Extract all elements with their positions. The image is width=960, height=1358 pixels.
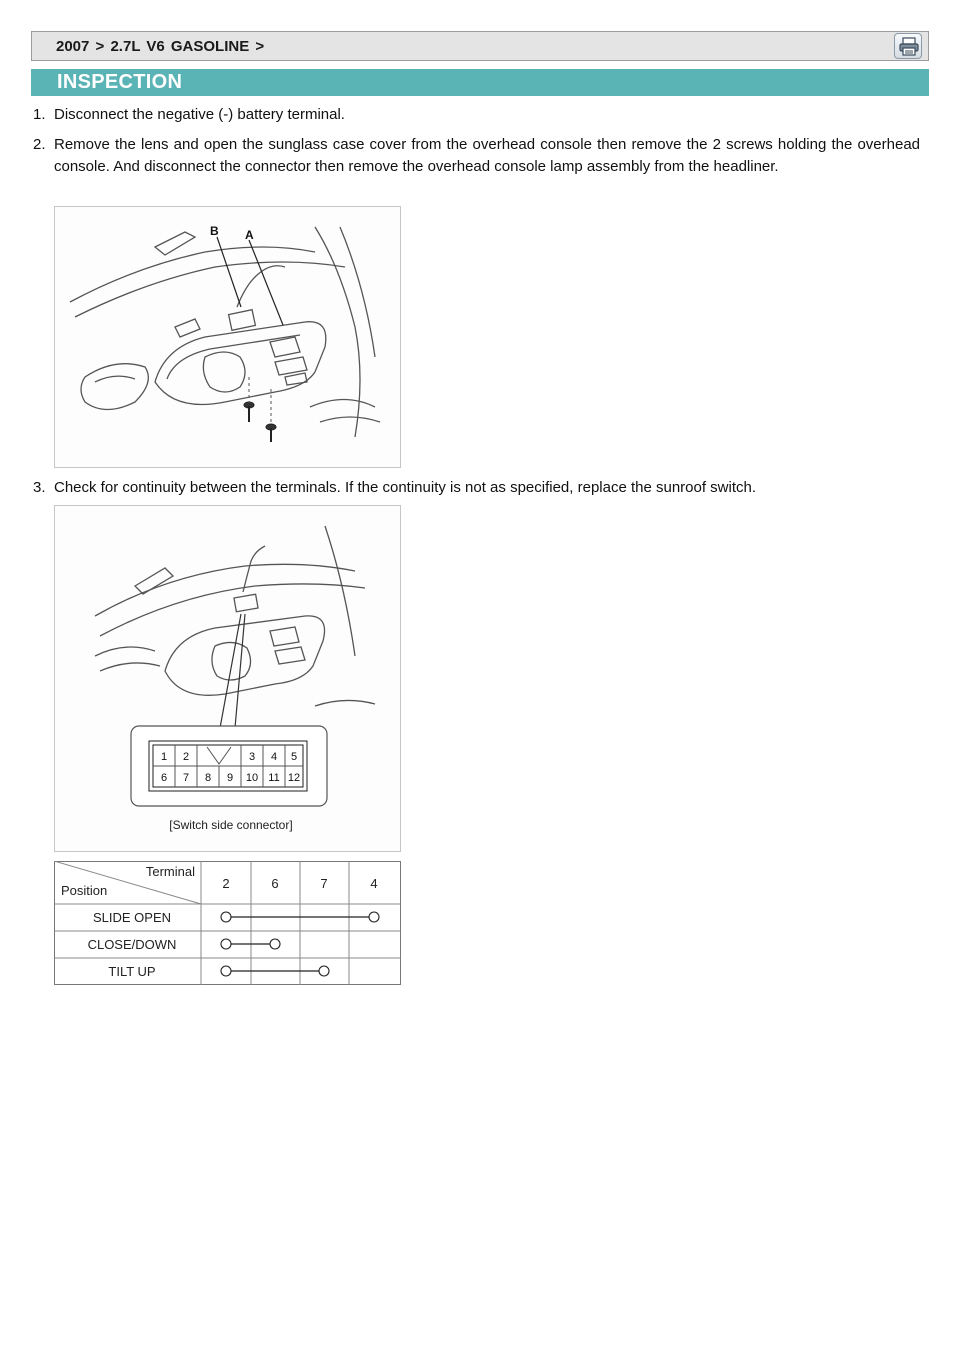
header-terminal: Terminal: [145, 864, 195, 879]
pin-label: 9: [226, 772, 234, 784]
pin-label: 7: [182, 772, 190, 784]
continuity-terminal-mark: [221, 966, 231, 976]
step-number: 3.: [33, 479, 46, 496]
header-position: Position: [61, 883, 108, 898]
breadcrumb-bar: [31, 31, 929, 61]
pin-label: 10: [245, 772, 259, 784]
continuity-terminal-mark: [221, 939, 231, 949]
terminal-header: 6: [271, 876, 279, 891]
terminal-header: 2: [222, 876, 230, 891]
switch-connector-illustration: [55, 506, 400, 851]
printer-icon: [898, 37, 920, 57]
continuity-terminal-mark: [319, 966, 329, 976]
overhead-console-illustration: [55, 207, 400, 467]
print-button[interactable]: [894, 33, 922, 59]
figure-switch-side-connector: [54, 505, 401, 852]
figure-label-b: B: [210, 224, 219, 238]
pin-label: 4: [270, 751, 278, 763]
row-position: SLIDE OPEN: [92, 910, 172, 925]
step-1: [33, 104, 928, 126]
terminal-header: 7: [320, 876, 328, 891]
step-2: [33, 134, 928, 204]
step-text: Remove the lens and open the sunglass case cover from the overhead console then remove the 2 screws holding the overhead console. And disconnect the connector then remove the overhead console lamp assembly from the headliner.: [54, 136, 920, 175]
pin-label: 12: [287, 772, 301, 784]
breadcrumb: 2007 > 2.7L V6 GASOLINE >: [56, 38, 265, 55]
pin-label: 6: [160, 772, 168, 784]
continuity-terminal-mark: [270, 939, 280, 949]
row-position: TILT UP: [108, 964, 156, 979]
continuity-table: [54, 861, 401, 985]
section-title: INSPECTION: [57, 71, 183, 93]
continuity-terminal-mark: [369, 912, 379, 922]
figure-caption: [Switch side connector]: [169, 818, 293, 832]
pin-label: 11: [268, 772, 280, 784]
pin-label: 5: [290, 751, 298, 763]
step-text: Disconnect the negative (-) battery terminal.: [54, 106, 345, 123]
pin-label: 3: [248, 751, 256, 763]
step-3: [33, 477, 928, 499]
continuity-terminal-mark: [221, 912, 231, 922]
continuity-table-graphic: [54, 861, 401, 985]
step-number: 2.: [33, 136, 46, 153]
pin-label: 2: [182, 751, 190, 763]
step-number: 1.: [33, 106, 46, 123]
figure-overhead-console-removal: [54, 206, 401, 468]
row-position: CLOSE/DOWN: [87, 937, 177, 952]
terminal-header: 4: [370, 876, 378, 891]
pin-label: 1: [160, 751, 168, 763]
section-heading: [31, 69, 929, 96]
pin-label: 8: [204, 772, 212, 784]
figure-label-a: A: [245, 228, 254, 242]
step-text: Check for continuity between the terminals. If the continuity is not as specified, replace the sunroof switch.: [54, 479, 757, 496]
